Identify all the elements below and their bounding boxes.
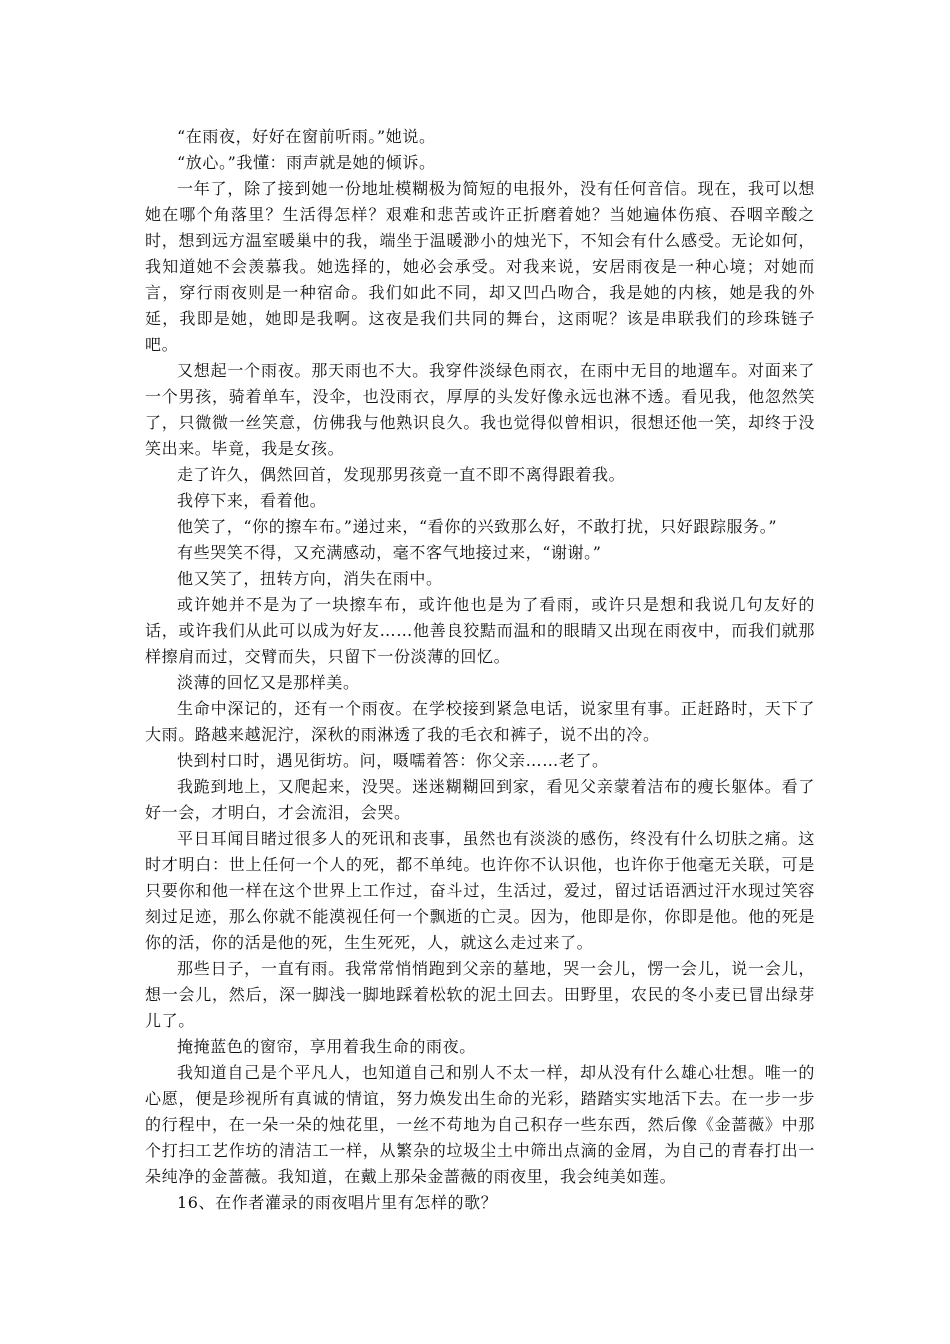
paragraph: 他又笑了，扭转方向，消失在雨中。	[177, 569, 443, 588]
paragraph: 我停下来，看着他。	[177, 491, 327, 510]
paragraph: 生命中深记的，还有一个雨夜。在学校接到紧急电话，说家里有事。正赶路时，天下了大雨。路越来越泥泞，深秋的雨淋透了我的毛衣和裤子，说不出的冷。	[145, 699, 815, 744]
paragraph: 快到村口时，遇见街坊。问，嗫嚅着答：你父亲……老了。	[177, 751, 609, 770]
essay-text	[145, 124, 815, 1216]
paragraph: “放心。”我懂：雨声就是她的倾诉。	[177, 153, 436, 172]
paragraph: 又想起一个雨夜。那天雨也不大。我穿件淡绿色雨衣，在雨中无目的地遛车。对面来了一个男孩，骑着单车，没伞，也没雨衣，厚厚的头发好像永远也淋不透。看见我，他忽然笑了，只微微一丝笑意，仿佛我与他熟识良久。我也觉得似曾相识，很想还他一笑，却终于没笑出来。毕竟，我是女孩。	[145, 361, 815, 458]
question-prompt: 16、在作者灌录的雨夜唱片里有怎样的歌？	[177, 1193, 498, 1212]
paragraph: 一年了，除了接到她一份地址模糊极为简短的电报外，没有任何音信。现在，我可以想她在哪个角落里？生活得怎样？艰难和悲苦或许正折磨着她？当她遍体伤痕、吞咽辛酸之时，想到远方温室暖巢中的我，端坐于温暖渺小的烛光下，不知会有什么感受。无论如何，我知道她不会羡慕我。她选择的，她必会承受。对我来说，安居雨夜是一种心境；对她而言，穿行雨夜则是一种宿命。我们如此不同，却又凹凸吻合，我是她的内核，她是我的外延，我即是她，她即是我啊。这夜是我们共同的舞台，这雨呢？该是串联我们的珍珠链子吧。	[145, 179, 815, 354]
paragraph: 走了许久，偶然回首，发现那男孩竟一直不即不离得跟着我。	[177, 465, 626, 484]
paragraph: 平日耳闻目睹过很多人的死讯和丧事，虽然也有淡淡的感伤，终没有什么切肤之痛。这时才明白：世上任何一个人的死，都不单纯。也许你不认识他，也许你于他毫无关联，可是只要你和他一样在这个世界上工作过，奋斗过，生活过，爱过，留过话语洒过汗水现过笑容刻过足迹，那么你就不能漠视任何一个飘逝的亡灵。因为，他即是你，你即是他。他的死是你的活，你的活是他的死，生生死死，人，就这么走过来了。	[145, 829, 815, 952]
paragraph: 掩掩蓝色的窗帘，享用着我生命的雨夜。	[177, 1037, 476, 1056]
paragraph: 我知道自己是个平凡人，也知道自己和别人不太一样，却从没有什么雄心壮想。唯一的心愿，便是珍视所有真诚的情谊，努力焕发出生命的光彩，踏踏实实地活下去。在一步一步的行程中，在一朵一朵的烛花里，一丝不苟地为自己积存一些东西，然后像《金蔷薇》中那个打扫工艺作坊的清洁工一样，从繁杂的垃圾尘土中筛出点滴的金屑，为自己的青春打出一朵纯净的金蔷薇。我知道，在戴上那朵金蔷薇的雨夜里，我会纯美如莲。	[145, 1063, 815, 1186]
paragraph: 有些哭笑不得，又充满感动，毫不客气地接过来，“谢谢。”	[177, 543, 602, 562]
paragraph: 他笑了，“你的擦车布。”递过来，“看你的兴致那么好，不敢打扰，只好跟踪服务。”	[177, 517, 778, 536]
paragraph: 淡薄的回忆又是那样美。	[177, 673, 360, 692]
paragraph: 我跪到地上，又爬起来，没哭。迷迷糊糊回到家，看见父亲蒙着洁布的瘦长躯体。看了好一会，才明白，才会流泪，会哭。	[145, 777, 815, 822]
paragraph: 那些日子，一直有雨。我常常悄悄跑到父亲的墓地，哭一会儿，愣一会儿，说一会儿，想一会儿，然后，深一脚浅一脚地踩着松软的泥土回去。田野里，农民的冬小麦已冒出绿芽儿了。	[145, 959, 815, 1030]
paragraph: 或许她并不是为了一块擦车布，或许他也是为了看雨，或许只是想和我说几句友好的话，或许我们从此可以成为好友……他善良狡黠而温和的眼睛又出现在雨夜中，而我们就那样擦肩而过，交臂而失，只留下一份淡薄的回忆。	[145, 595, 815, 666]
paragraph: “在雨夜，好好在窗前听雨。”她说。	[177, 127, 436, 146]
